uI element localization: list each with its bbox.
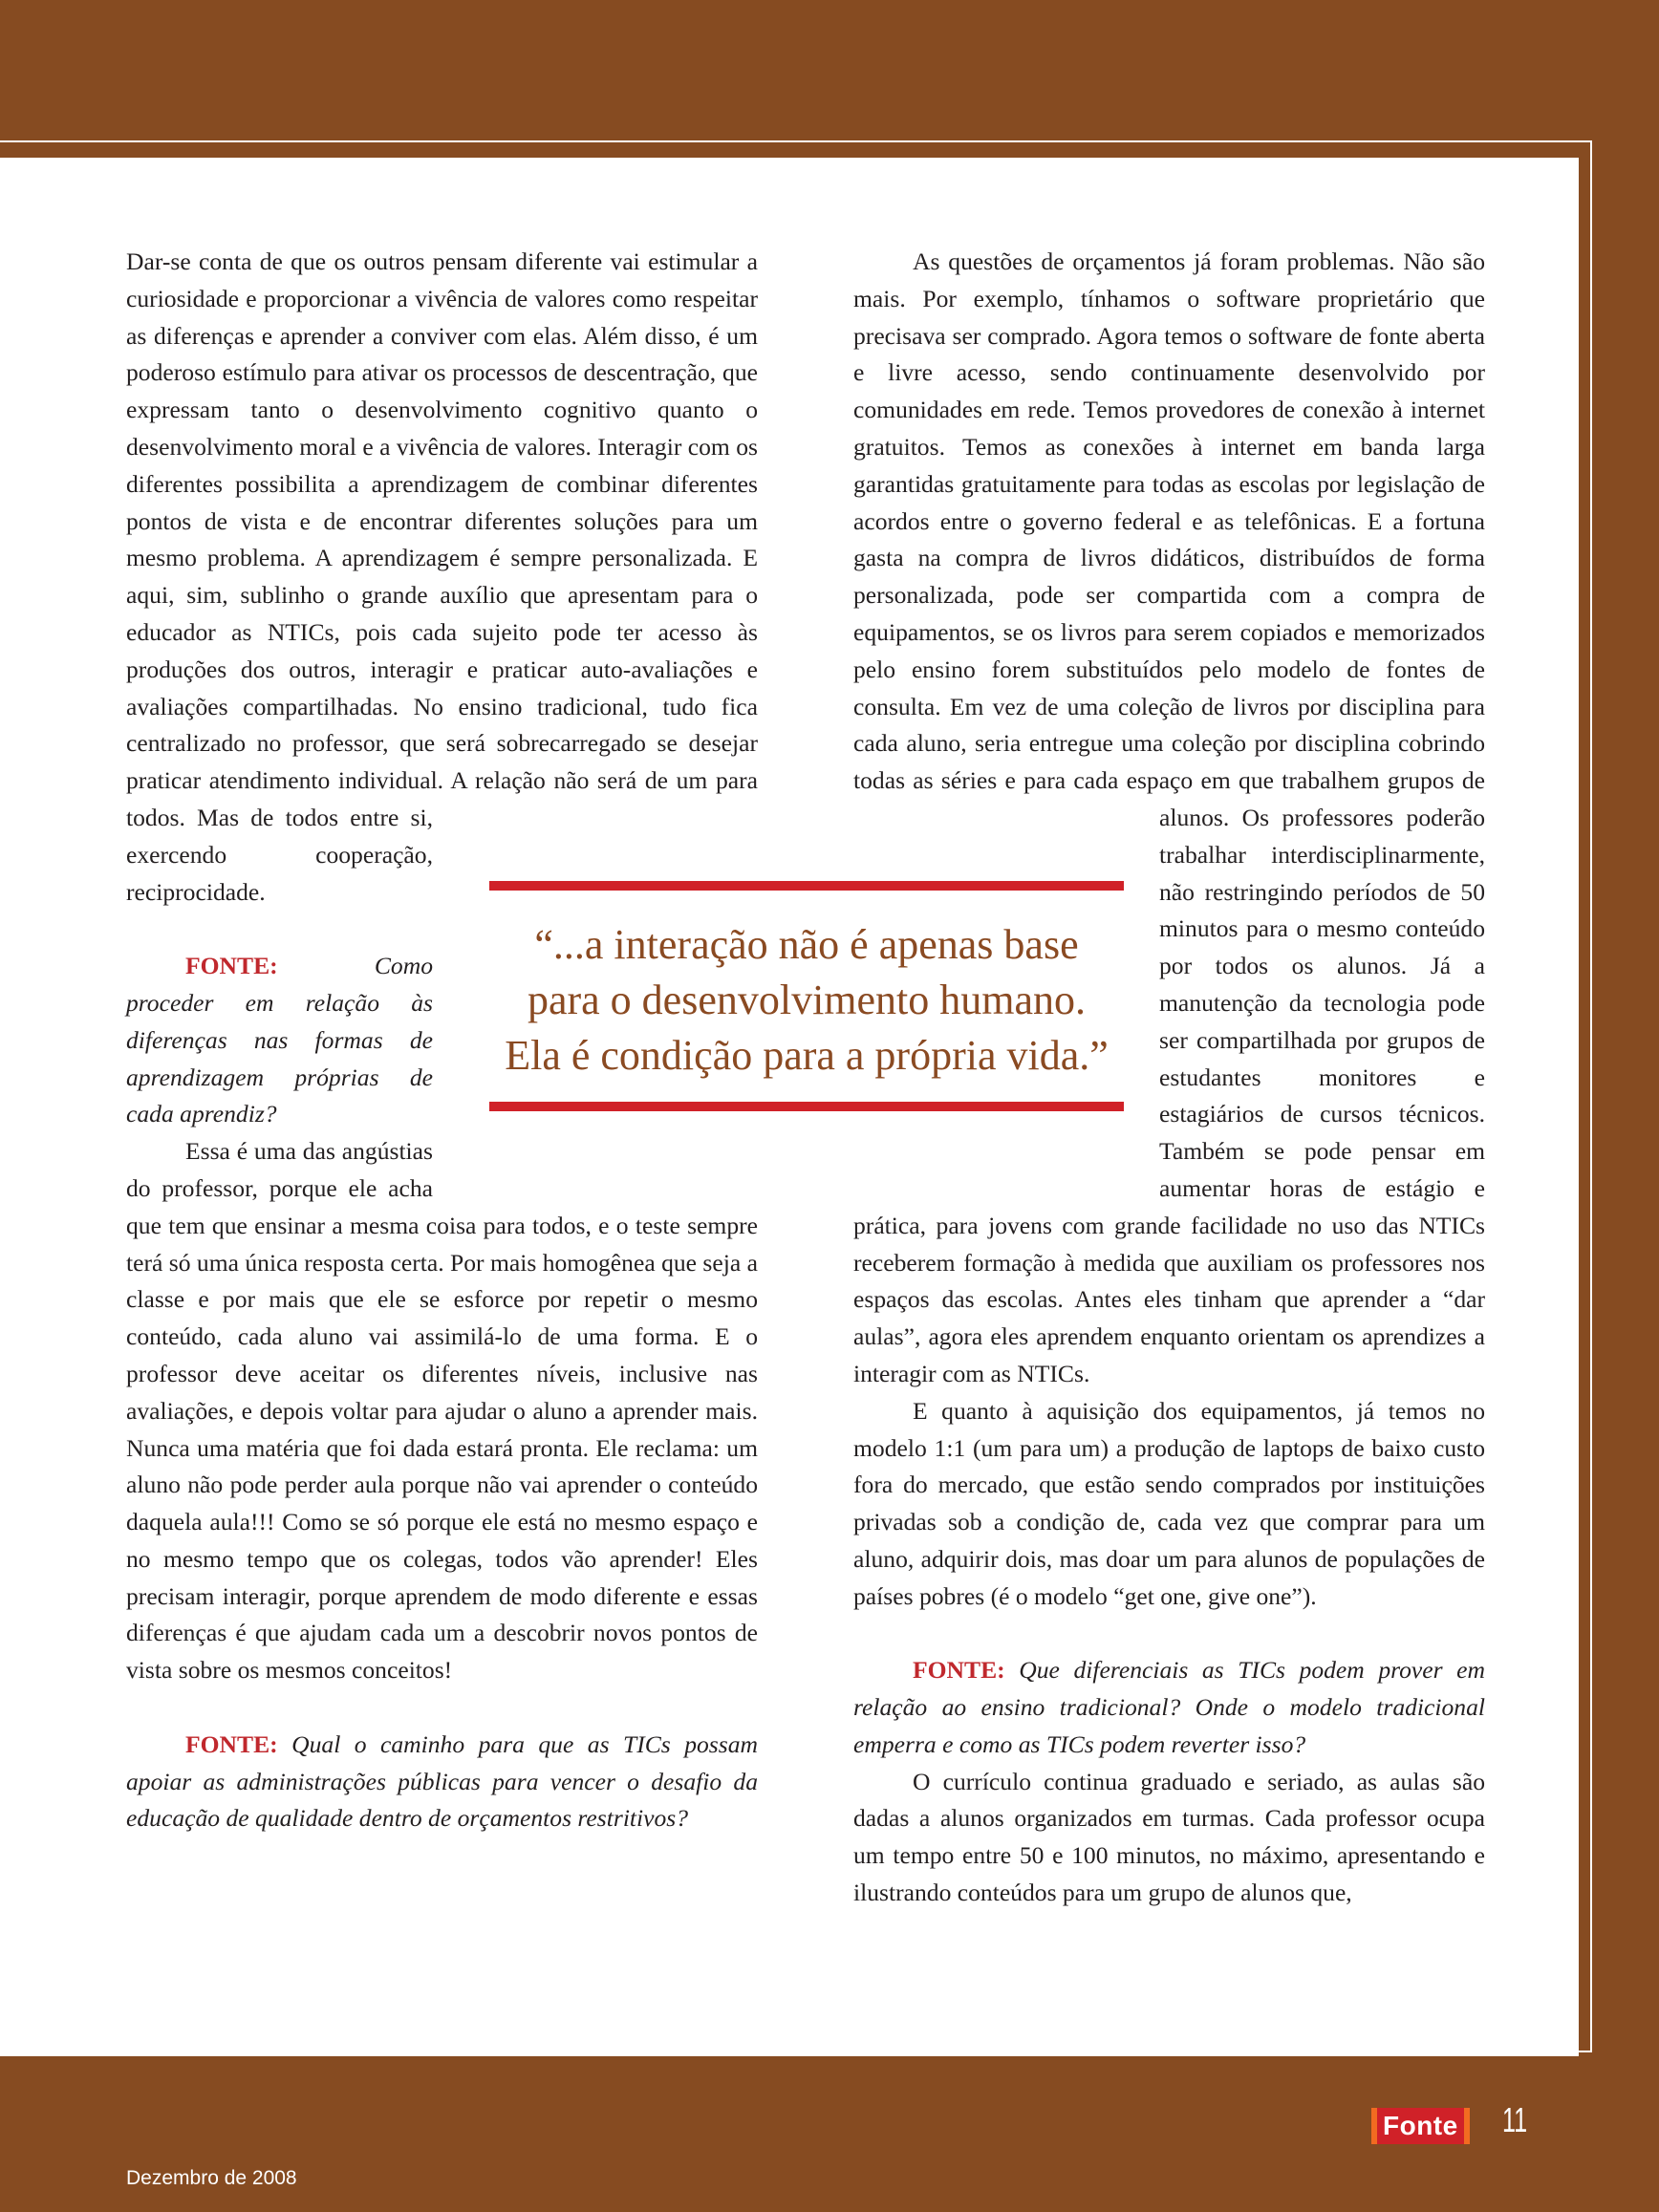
question-text: Que diferenciais as TICs podem prover em relação ao ensino tradicional? Onde o modelo tradicional emperra e como as TICs podem reverter isso? xyxy=(853,1656,1485,1758)
logo-bar-icon xyxy=(1464,2108,1470,2144)
fonte-label: FONTE: xyxy=(185,952,278,980)
issue-date: Dezembro de 2008 xyxy=(126,2167,297,2189)
right-paragraph-1: As questões de orçamentos já foram problemas. Não são mais. Por exemplo, tínhamos o software proprietário que precisava ser comprado. Agora temos o software de fonte aberta e livre acesso, sendo continuamente desenvolvido por comunidades em rede. Temos provedores de conexão à internet gratuitos. Temos as conexões à internet em banda larga garantidas gratuitamente para todas as escolas por legislação de acordos entre o governo federal e as telefônicas. E a fortuna gasta na compra de livros didáticos, distribuídos de forma personalizada, pode ser compartida com a compra de equipamentos, se os livros para serem copiados e memorizados pelo ensino forem substituídos pelo modelo de fontes de consulta. Em vez de uma coleção de livros por disciplina para cada aluno, seria entregue uma coleção por disciplina cobrindo todas as séries e para cada espaço em que trabalhem grupos de alunos. Os professores poderão trabalhar interdisciplinarmente, não restringindo períodos de 50 minutos para o mesmo conteúdo por todos os alunos. Já a manutenção da tecnologia pode ser compartilhada por grupos de estudantes monitores e estagiários de cursos técnicos. Também se pode pensar em aumentar horas de estágio e prática, para jovens com grande facilidade no uso das NTICs receberem formação à medida que auxiliam os professores nos espaços das escolas. Antes eles tinham que aprender a “dar aulas”, agora eles aprendem enquanto orientam os aprendizes a interagir com as NTICs. xyxy=(853,247,1485,1387)
fonte-label: FONTE: xyxy=(913,1656,1005,1685)
left-question-2 xyxy=(126,1727,758,1837)
pull-quote-line-2: para o desenvolvimento humano. xyxy=(527,977,1087,1023)
right-paragraph-2: E quanto à aquisição dos equipamentos, já temos no modelo 1:1 (um para um) a produção de laptops de baixo custo fora do mercado, que estão sendo comprados por instituições privadas sob a condição de, cada vez que comprar para um aluno, adquirir dois, mas doar um para alunos de populações de países pobres (é o modelo “get one, give one”). xyxy=(853,1396,1485,1610)
pull-quote-line-1: “...a interação não é apenas base xyxy=(534,921,1079,968)
question-text: Como proceder em relação às diferenças nas formas de aprendizagem próprias de cada aprendiz? xyxy=(126,952,433,1128)
question-text: Qual o caminho para que as TICs possam apoiar as administrações públicas para vencer o desafio da educação de qualidade dentro de orçamentos restritivos? xyxy=(126,1729,758,1833)
pull-quote xyxy=(489,881,1124,1111)
logo-text: Fonte xyxy=(1377,2108,1464,2144)
left-paragraph-2: Essa é uma das angústias do professor, porque ele acha que tem que ensinar a mesma coisa para todos, e o teste sempre terá só uma única resposta certa. Por mais homogênea que seja a classe e por mais que ele se esforce por repetir o mesmo conteúdo, cada aluno vai assimilá-lo de uma forma. E o professor deve aceitar os diferentes níveis, inclusive nas avaliações, e depois voltar para ajudar o aluno a aprender mais. Nunca uma matéria que foi dada estará pronta. Ele reclama: um aluno não pode perder aula porque não vai aprender o conteúdo daquela aula!!! Como se só porque ele está no mesmo espaço e no mesmo tempo que os colegas, todos vão aprender! Eles precisam interagir, porque aprendem de modo diferente e essas diferenças é que ajudam cada um a descobrir novos pontos de vista sobre os mesmos conceitos! xyxy=(126,1137,758,1685)
left-paragraph-1: Dar-se conta de que os outros pensam diferente vai estimular a curiosidade e proporcionar a vivência de valores como respeitar as diferenças e aprender a conviver com elas. Além disso, é um poderoso estímulo para ativar os processos de descentração, que expressam tanto o desenvolvimento cognitivo quanto o desenvolvimento moral e a vivência de valores. Interagir com os diferentes possibilita a aprendizagem de combinar diferentes pontos de vista e de encontrar diferentes soluções para um mesmo problema. A aprendizagem é sempre personalizada. E aqui, sim, sublinho o grande auxílio que apresentam para o educador as NTICs, pois cada sujeito pode ter acesso às produções dos outros, interagir e praticar auto-avaliações e avaliações compartilhadas. No ensino tradicional, tudo fica centralizado no professor, que será sobrecarregado se desejar praticar atendimento individual. A relação não será de um para todos. Mas de todos entre si, exercendo cooperação, reciprocidade. xyxy=(126,247,758,906)
right-paragraph-3: O currículo continua graduado e seriado, as aulas são dadas a alunos organizados em turmas. Cada professor ocupa um tempo entre 50 e 100 minutos, no máximo, apresentando e ilustrando conteúdos para um grupo de alunos que, xyxy=(853,1767,1485,1907)
page-number: 11 xyxy=(1502,2100,1528,2139)
fonte-label: FONTE: xyxy=(185,1729,278,1758)
right-question-3 xyxy=(853,1652,1485,1763)
pull-quote-line-3: Ela é condição para a própria vida.” xyxy=(505,1032,1109,1079)
fonte-logo xyxy=(1371,2108,1470,2144)
